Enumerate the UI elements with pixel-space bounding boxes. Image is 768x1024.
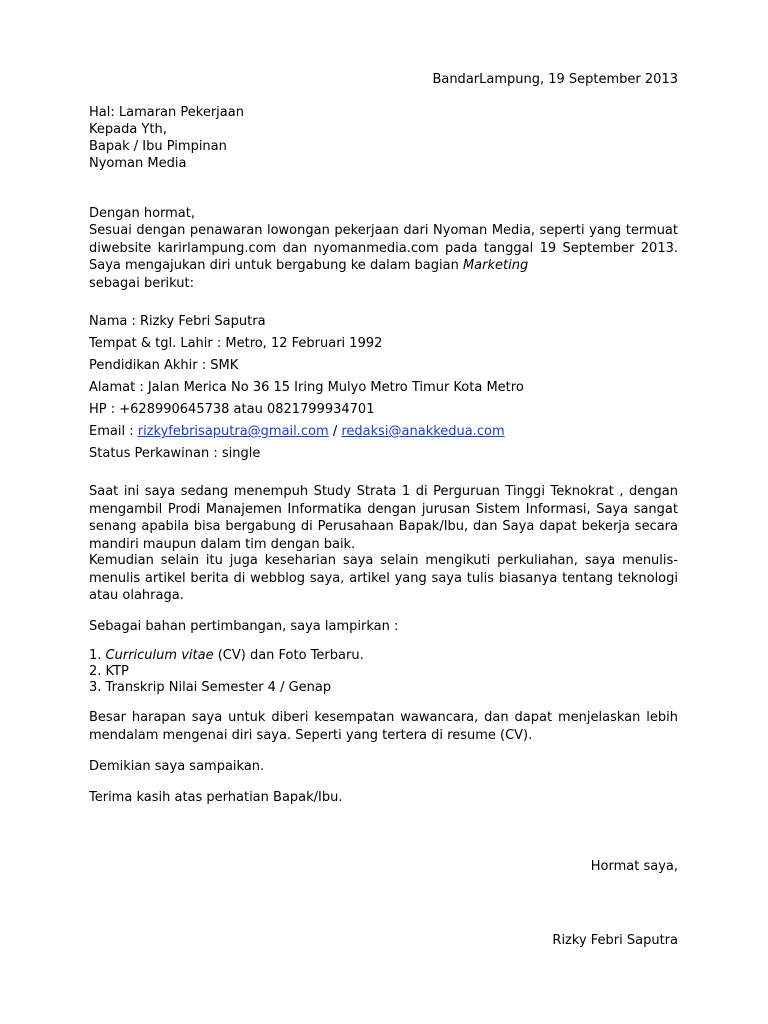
attachment-1-italic: Curriculum vitae xyxy=(105,648,214,663)
opening-end: sebagai berikut: xyxy=(89,276,195,291)
profile-education: Pendidikan Akhir : SMK xyxy=(89,358,239,373)
profile-phone: HP : +628990645738 atau 0821799934701 xyxy=(89,402,375,417)
attachment-item-3: 3. Transkrip Nilai Semester 4 / Genap xyxy=(89,680,332,695)
subject-line: Hal: Lamaran Pekerjaan xyxy=(89,105,244,120)
attachment-item-1 xyxy=(89,647,364,664)
profile-email xyxy=(89,423,505,440)
activity-paragraph: Kemudian selain itu juga keseharian saya selain mengikuti perkuliahan, saya menulis-menulis artikel berita di webblog saya, artikel yang saya tulis biasanya tentang teknologi atau olahraga. xyxy=(89,553,678,603)
salutation: Dengan hormat, xyxy=(89,206,196,221)
email-label: Email : xyxy=(89,424,138,439)
attachment-intro: Sebagai bahan pertimbangan, saya lampirkan : xyxy=(89,619,399,634)
opening-paragraph xyxy=(89,222,678,275)
company-line: Nyoman Media xyxy=(89,156,187,171)
attachment-item-2: 2. KTP xyxy=(89,664,129,679)
regards: Hormat saya, xyxy=(590,859,678,874)
attachment-1-number: 1. xyxy=(89,648,106,663)
signer-name: Rizky Febri Saputra xyxy=(552,933,678,948)
closing-statement: Demikian saya sampaikan. xyxy=(89,759,265,774)
email-link-primary[interactable]: rizkyfebrisaputra@gmail.com xyxy=(137,424,329,439)
profile-address: Alamat : Jalan Merica No 36 15 Iring Mulyo Metro Timur Kota Metro xyxy=(89,380,524,395)
email-separator: / xyxy=(328,424,342,439)
profile-marital: Status Perkawinan : single xyxy=(89,446,261,461)
profile-birth: Tempat & tgl. Lahir : Metro, 12 Februari 1992 xyxy=(89,336,383,351)
to-line: Kepada Yth, xyxy=(89,122,167,137)
opening-text: Sesuai dengan penawaran lowongan pekerjaan dari Nyoman Media, seperti yang termuat diwebsite karirlampung.com dan nyomanmedia.com pada tanggal 19 September 2013. Saya mengajukan diri untuk bergabung ke dalam bagian xyxy=(89,223,678,273)
place-date: BandarLampung, 19 September 2013 xyxy=(432,72,678,87)
recipient-line: Bapak / Ibu Pimpinan xyxy=(89,139,227,154)
profile-name: Nama : Rizky Febri Saputra xyxy=(89,314,266,329)
attachment-1-rest: (CV) dan Foto Terbaru. xyxy=(213,648,364,663)
thanks-line: Terima kasih atas perhatian Bapak/Ibu. xyxy=(89,790,343,805)
study-paragraph: Saat ini saya sedang menempuh Study Strata 1 di Perguruan Tinggi Teknokrat , dengan mengambil Prodi Manajemen Informatika dengan jurusan Sistem Informasi, Saya sangat senang apabila bisa bergabung di Perusahaan Bapak/Ibu, dan Saya dapat bekerja secara mandiri maupun dalam tim dengan baik. xyxy=(89,484,678,552)
email-link-secondary[interactable]: redaksi@anakkedua.com xyxy=(341,424,505,439)
opening-italic: Marketing xyxy=(462,258,529,273)
interview-paragraph: Besar harapan saya untuk diberi kesempatan wawancara, dan dapat menjelaskan lebih mendalam mengenai diri saya. Seperti yang tertera di resume (CV). xyxy=(89,710,678,743)
